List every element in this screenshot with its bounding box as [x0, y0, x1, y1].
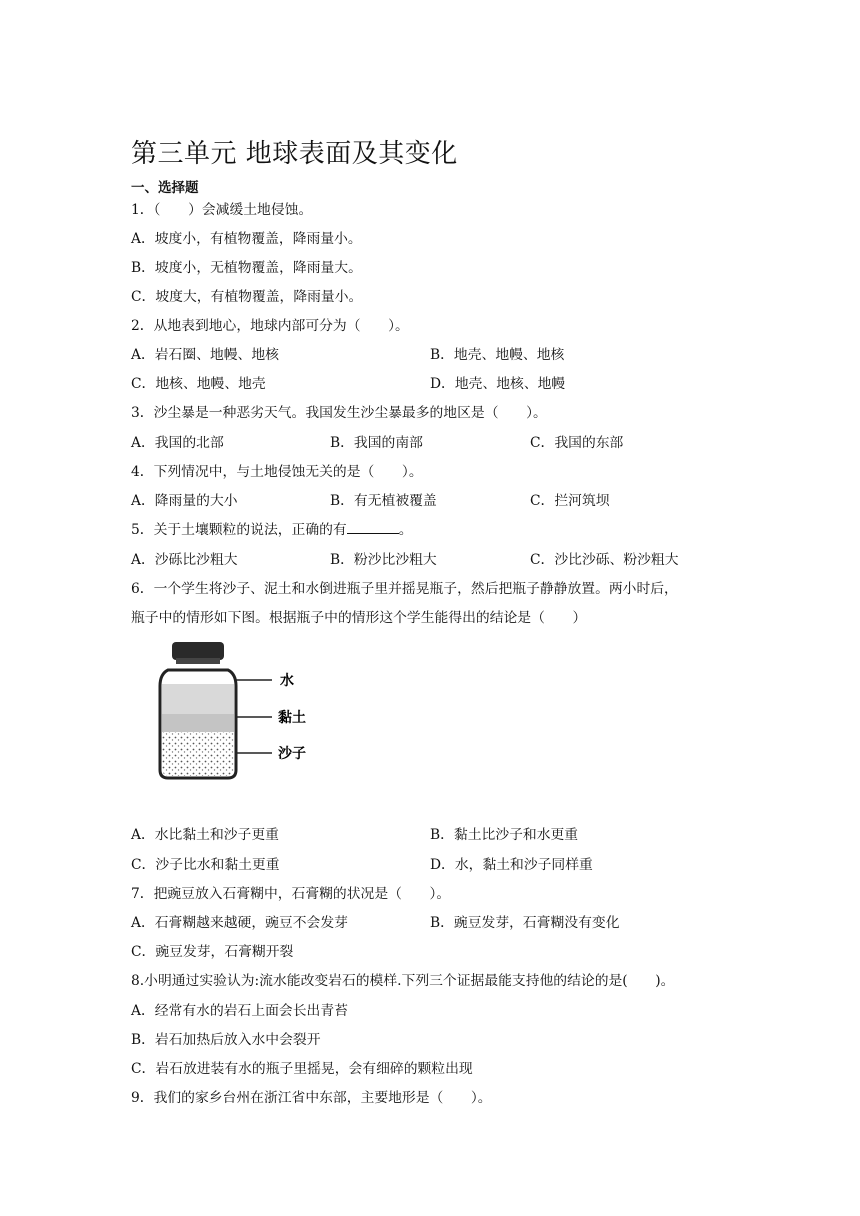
question-2-stem: 2．从地表到地心，地球内部可分为（ ）。 [131, 318, 409, 334]
question-8-option-b: B．岩石加热后放入水中会裂开 [131, 1032, 321, 1048]
question-5-option-b: B．粉沙比沙粗大 [330, 552, 437, 568]
question-4-stem: 4．下列情况中，与土地侵蚀无关的是（ ）。 [131, 464, 423, 480]
page-title: 第三单元 地球表面及其变化 [131, 139, 458, 169]
sand-label: 沙子 [278, 746, 306, 762]
answer-blank [347, 521, 399, 534]
question-6-option-c: C．沙子比水和黏土更重 [131, 857, 280, 873]
question-1-stem: 1．（ ）会减缓土地侵蚀。 [131, 202, 313, 218]
question-9-stem: 9．我们的家乡台州在浙江省中东部，主要地形是（ ）。 [131, 1090, 492, 1106]
question-3-option-b: B．我国的南部 [330, 435, 423, 451]
question-5-option-a: A．沙砾比沙粗大 [131, 552, 238, 568]
question-4-option-c: C．拦河筑坝 [530, 493, 610, 509]
question-7-option-c: C．豌豆发芽，石膏糊开裂 [131, 944, 294, 960]
question-3-option-c: C．我国的东部 [530, 435, 624, 451]
question-8-option-a: A．经常有水的岩石上面会长出青苔 [131, 1003, 348, 1019]
question-7-stem: 7．把豌豆放入石膏糊中，石膏糊的状况是（ ）。 [131, 886, 451, 902]
question-5-stem [131, 521, 413, 539]
question-6-stem-line-1: 6．一个学生将沙子、泥土和水倒进瓶子里并摇晃瓶子，然后把瓶子静静放置。两小时后， [131, 581, 678, 597]
question-3-option-a: A．我国的北部 [131, 435, 224, 451]
question-6-option-b: B．黏土比沙子和水更重 [430, 827, 579, 843]
question-6-stem-line-2: 瓶子中的情形如下图。根据瓶子中的情形这个学生能得出的结论是（ ） [131, 610, 587, 626]
section-heading: 一、选择题 [131, 180, 199, 196]
question-2-option-d: D．地壳、地核、地幔 [430, 376, 566, 392]
question-5-option-c: C．沙比沙砾、粉沙粗大 [530, 552, 679, 568]
question-1-option-b: B．坡度小，无植物覆盖，降雨量大。 [131, 260, 362, 276]
question-6-option-d: D．水，黏土和沙子同样重 [430, 857, 593, 873]
bottle-lid [172, 642, 224, 660]
question-5-stem-end: 。 [398, 522, 413, 538]
water-layer [162, 684, 234, 714]
bottle-sediment-figure [150, 640, 330, 790]
question-1-option-a: A．坡度小，有植物覆盖，降雨量小。 [131, 231, 362, 247]
question-7-option-a: A．石膏糊越来越硬，豌豆不会发芽 [131, 915, 348, 931]
clay-label: 黏土 [278, 710, 306, 726]
question-3-stem: 3．沙尘暴是一种恶劣天气。我国发生沙尘暴最多的地区是（ ）。 [131, 405, 547, 421]
question-5-stem-text: 5．关于土壤颗粒的说法，正确的有 [131, 522, 347, 538]
question-2-option-b: B．地壳、地幔、地核 [430, 347, 565, 363]
question-4-option-b: B．有无植被覆盖 [330, 493, 437, 509]
question-2-option-c: C．地核、地幔、地壳 [131, 376, 266, 392]
question-8-option-c: C．岩石放进装有水的瓶子里摇晃，会有细碎的颗粒出现 [131, 1061, 473, 1077]
water-label: 水 [280, 673, 294, 689]
question-7-option-b: B．豌豆发芽，石膏糊没有变化 [430, 915, 620, 931]
question-2-option-a: A．岩石圈、地幔、地核 [131, 347, 279, 363]
question-8-stem: 8.小明通过实验认为:流水能改变岩石的模样.下列三个证据最能支持他的结论的是( )。 [131, 973, 675, 989]
sand-layer [162, 732, 234, 776]
question-4-option-a: A．降雨量的大小 [131, 493, 238, 509]
question-6-option-a: A．水比黏土和沙子更重 [131, 827, 279, 843]
question-1-option-c: C．坡度大，有植物覆盖，降雨量小。 [131, 289, 363, 305]
clay-layer [162, 714, 234, 732]
